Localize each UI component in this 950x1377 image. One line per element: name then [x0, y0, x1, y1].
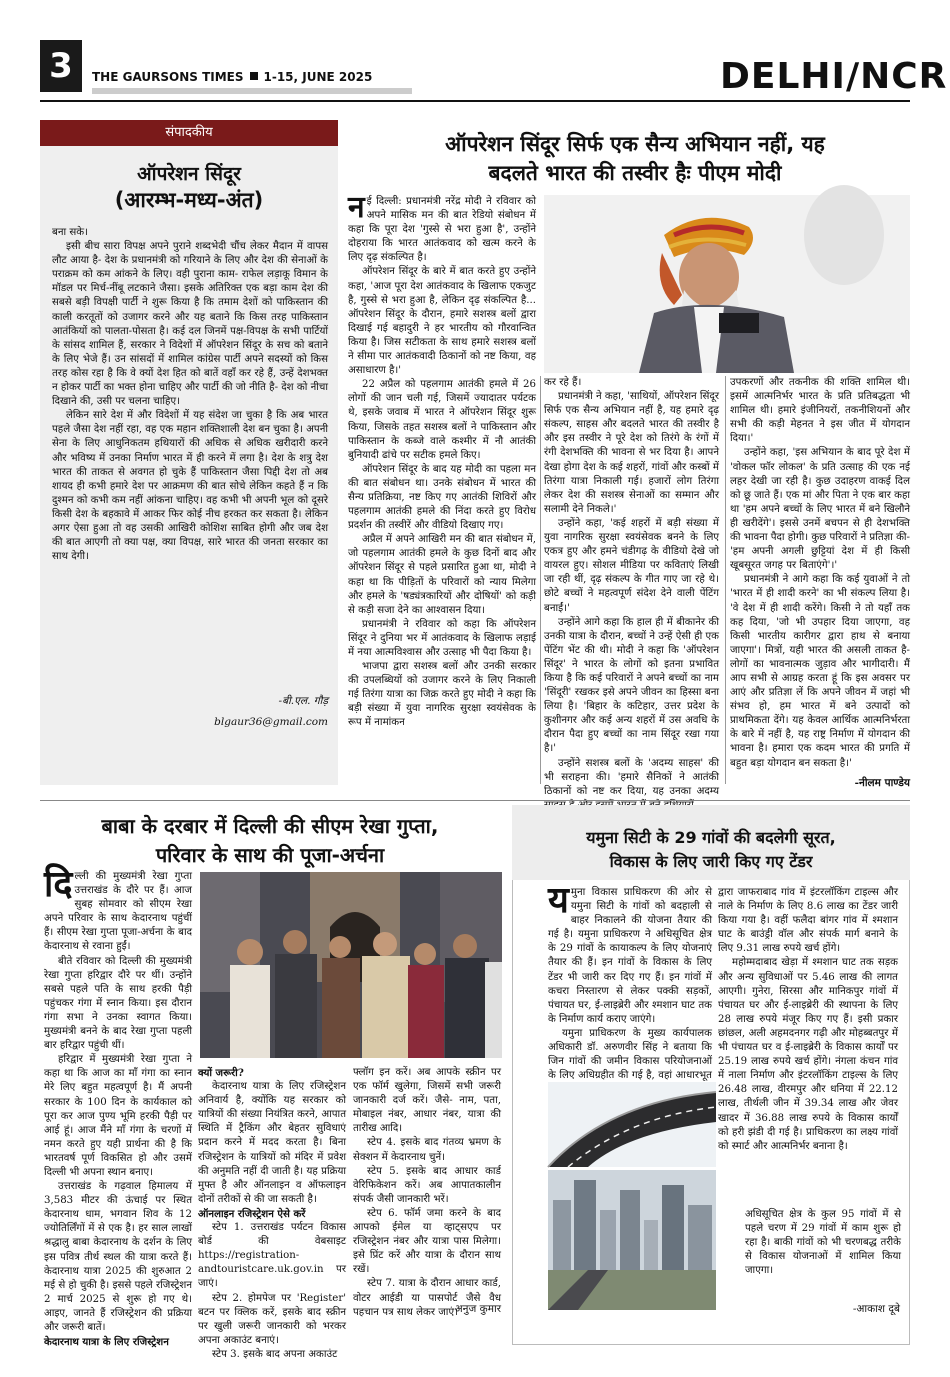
editorial-email: blgaur36@gmail.com: [214, 716, 328, 728]
main-column-3: [730, 376, 910, 772]
yamuna-headline-line1: यमुना सिटी के 29 गांवों की बदलेगी सूरत,: [586, 828, 836, 847]
page-number: 3: [40, 40, 82, 92]
section-title: DELHI/NCR: [720, 56, 948, 97]
baba-paragraph: स्टेप 4. इसके बाद गंतव्य भ्रमण के सेक्शन में केदारनाथ चुनें।: [353, 1137, 501, 1163]
baba-paragraph: उत्तराखंड के गढ़वाल हिमालय में 3,583 मीटर की ऊंचाई पर स्थित केदारनाथ धाम, भगवान शिव के 12 ज्योतिर्लिंगों में से एक है। हर साल लाखों श्रद्धालु बाबा केदारनाथ के दर्शन के लिए इस पवित्र तीर्थ स्थल की यात्रा करते हैं। केदारनाथ यात्रा 2025 की शुरुआत 2 मई से हो चुकी है। इससे पहले रजिस्ट्रेशन 2 मार्च 2025 से शुरू हो गए थे। आइए, जानते हैं रजिस्ट्रेशन की प्रक्रिया और जरूरी बातें।: [44, 1181, 192, 1333]
editorial-subtitle: (आरम्भ-मध्य-अंत): [114, 188, 264, 212]
highway-photo: [548, 1082, 716, 1167]
main-paragraph: अप्रैल में अपने आखिरी मन की बात संबोधन में, जो पहलगाम आतंकी हमले के कुछ दिनों बाद और ऑपरेशन सिंदूर से पहले प्रसारित हुआ था, मोदी ने कहा था कि पीड़ितों के परिवारों को न्याय मिलेगा और हमले के 'षड्यंत्रकारियों और दोषियों' को कड़ी से कड़ी सजा देने का आश्वासन दिया।: [348, 534, 536, 616]
temple-group-photo: [200, 872, 502, 1058]
main-paragraph: उन्होंने कहा, 'इस अभियान के बाद पूरे देश में 'वोकल फॉर लोकल' के प्रति उत्साह की एक नई लहर देखी जा रही है। कुछ उदाहरण वाकई दिल को छू जाते हैं। एक मां और पिता ने एक बार कहा था 'हम अपने बच्चों के लिए भारत में बने खिलौने ही खरीदेंगे'। इससे उनमें बचपन से ही देशभक्ति की भावना पैदा होगी। कुछ परिवारों ने प्रतिज्ञा की- 'हम अपनी अगली छुट्टियां देश में ही किसी खूबसूरत जगह पर बिताएंगे'।': [730, 447, 910, 572]
editorial-paragraph: बना सके।: [52, 227, 88, 238]
drop-cap: न: [348, 190, 365, 225]
baba-paragraph: बीते रविवार को दिल्ली की मुख्यमंत्री रेखा गुप्ता हरिद्वार दौरे पर थीं। उन्होंने सबसे पहले पति के साथ हरकी पैड़ी पहुंचकर गंगा में स्नान किया। इस दौरान गंगा सभा ने उनका स्वागत किया। मुख्यमंत्री बनने के बाद रेखा गुप्ता पहली बार हरिद्वार पहुंची थीं।: [44, 955, 192, 1052]
editorial-paragraph: लेकिन सारे देश में और विदेशों में यह संदेश जा चुका है कि अब भारत पहले जैसा देश नहीं रहा, वह एक महान शक्तिशाली देश बन चुका है। अपनी सेना के लिए आधुनिकतम हथियारों की अधिक से अधिक खरीदारी करने और भविष्य में उनका निर्माण भारत में ही करने में लगा है। देश के शत्रु देश भारत की ताकत से अवगत हो चुके हैं पाकिस्तान जैसा पिद्दी देश तो अब शायद ही कभी हमारे देश पर आक्रमण की बात सोचे लेकिन कहते हैं न कि दुश्मन को कभी कम नहीं आंकना चाहिए। वह कभी भी अपनी भूल को दूसरे किसी देश के बहकावे में आकर फिर कोई नीच हरकत कर सकता है। लेकिन अगर ऐसा हुआ तो वह उसकी आखिरी कोशिश साबित होगी और जब देश की बात आएगी तो क्या पक्ष, क्या विपक्ष, सारे भारत की जनता सरकार का साथ देगी।: [52, 410, 328, 563]
city-photo: [548, 1170, 716, 1310]
pm-photo-art: [544, 195, 910, 373]
baba-paragraph: स्टेप 6. फॉर्म जमा करने के बाद आपको ईमेल या व्हाट्सएप पर रजिस्ट्रेशन नंबर और यात्रा पास मिलेगा। इसे प्रिंट करें और यात्रा के दौरान साथ रखें।: [353, 1207, 501, 1276]
masthead-strip: [92, 70, 372, 84]
yamuna-paragraph: यमुना प्राधिकरण के मुख्य कार्यपालक अधिकारी डॉ. अरुणवीर सिंह ने बताया कि जिन गांवों की जमीन विकास परियोजनाओं के लिए अधिग्रहीत की गई है, वहां आधारभूत: [548, 1027, 712, 1082]
main-paragraph: प्रधानमंत्री ने कहा, 'साथियों, ऑपरेशन सिंदूर सिर्फ एक सैन्य अभियान नहीं है, यह हमारे दृढ़ संकल्प, साहस और बदलते भारत की तस्वीर है और इस तस्वीर ने पूरे देश को तिरंगे के रंगों में रंगी देशभक्ति की भावना से भर दिया है। आपने देखा होगा देश के कई शहरों, गांवों और कस्बों में तिरंगा यात्रा निकाली गई। हजारों लोग तिरंगा लेकर देश की सशस्त्र सेनाओं का सम्मान और सलामी देने निकले।': [544, 391, 719, 515]
main-paragraph: प्रधानमंत्री ने आगे कहा कि कई युवाओं ने तो 'भारत में ही शादी करने' का भी संकल्प लिया है। 'वे देश में ही शादी करेंगे। किसी ने तो यहाँ तक कह दिया, 'जो भी उपहार दिया जाएगा, वह किसी भारतीय कारीगर द्वारा हाथ से बनाया जाएगा'। मित्रों, यही भारत की असली ताकत है- लोगों का भावनात्मक जुड़ाव और भागीदारी। मैं आप सभी से आग्रह करता हूं कि इस अवसर पर आएं और प्रतिज्ञा लें कि अपने जीवन में जहां भी संभव हो, हम भारत में बने उत्पादों को प्राथमिकता देंगे। यह केवल आर्थिक आत्मनिर्भरता के बारे में नहीं है, यह राष्ट्र निर्माण में योगदान की भावना है। हमारा एक कदम भारत की प्रगति में बहुत बड़ा योगदान बन सकता है।': [730, 574, 910, 769]
baba-author: -अनुज कुमार: [451, 1303, 501, 1315]
baba-headline-line1: बाबा के दरबार में दिल्ली की सीएम रेखा गुप्ता,: [101, 814, 439, 838]
column-divider: [540, 376, 541, 784]
yamuna-column-1: [548, 880, 712, 1082]
yamuna-headline: [520, 826, 902, 874]
baba-headline-line2: परिवार के साथ की पूजा-अर्चना: [155, 843, 385, 867]
section-rule: [40, 800, 910, 801]
main-lead-paragraph: नई दिल्ली: प्रधानमंत्री नरेंद्र मोदी ने रविवार को अपने मासिक मन की बात रेडियो संबोधन में कहा कि पूरा देश 'गुस्से से भरा हुआ है', उन्होंने दोहराया कि भारत आतंकवाद को खत्म करने के लिए दृढ़ संकल्पित है।: [348, 190, 536, 264]
yamuna-side-text: [745, 1208, 901, 1304]
yamuna-lead-paragraph: यमुना विकास प्राधिकरण की ओर से यमुना सिटी के गांवों को बदहाली से बाहर निकालने की योजना तैयार की गई है। यमुना प्राधिकरण ने अधिसूचित क्षेत्र के 29 गांवों के कायाकल्प के लिए योजनाएं तैयार की हैं। इन गांवों के विकास के लिए टेंडर भी जारी कर दिए गए हैं। इन गांवों में कचरा निस्तारण से लेकर पक्की सड़कों, पंचायत घर, ई-लाइब्रेरी और श्मशान घाट तक के निर्माण कार्य कराए जाएंगे।: [548, 880, 712, 1025]
baba-paragraph: स्टेप 1. उत्तराखंड पर्यटन विकास बोर्ड की वेबसाइट https://registration-andtouristcare.uk.gov.in पर जाएं।: [198, 1222, 346, 1290]
baba-paragraph: स्टेप 2. होमपेज पर 'Register' बटन पर क्लिक करें, इसके बाद स्क्रीन पर खुली जरूरी जानकारी को भरकर अपना अकाउंट बनाएं।: [198, 1292, 346, 1346]
baba-paragraph: स्टेप 5. इसके बाद आधार कार्ड वेरिफिकेशन करें। अब आपातकालीन संपर्क जैसी जानकारी भरें।: [353, 1165, 501, 1205]
header-rule: [40, 100, 910, 102]
main-paragraph: उन्होंने सशस्त्र बलों के 'अदम्य साहस' की भी सराहना की। 'हमारे सैनिकों ने आतंकी ठिकानों को नष्ट कर दिया, यह उनका अदम्य: [544, 757, 719, 797]
baba-column-1: [44, 864, 192, 1349]
baba-subheading: ऑनलाइन रजिस्ट्रेशन ऐसे करें: [198, 1207, 306, 1220]
main-paragraph: कर रहे हैं।: [544, 377, 582, 388]
main-column-1: [348, 190, 536, 773]
main-paragraph: 22 अप्रैल को पहलगाम आतंकी हमले में 26 लोगों की जान चली गई, जिसमें ज्यादातर पर्यटक थे, इसके जवाब में भारत ने ऑपरेशन सिंदूर शुरू किया, जिसके तहत सशस्त्र बलों ने पाकिस्तान और पाकिस्तान के कब्जे वाले कश्मीर में नौ आतंकी बुनियादी ढांचे पर सटीक हमले किए।: [348, 379, 536, 461]
main-paragraph: उन्होंने कहा, 'कई शहरों में बड़ी संख्या में युवा नागरिक सुरक्षा स्वयंसेवक बनने के लिए एकत्र हुए और हमने चंडीगढ़ के वीडियो देखे जो वायरल हुए। सोशल मीडिया पर कविताएं लिखी जा रही थीं, दृढ़ संकल्प के गीत गाए जा रहे थे। छोटे बच्चों ने महत्वपूर्ण संदेश देने वाली पेंटिंग बनाईं।': [544, 517, 719, 614]
main-headline-line1: ऑपरेशन सिंदूर सिर्फ एक सैन्य अभियान नहीं, यह: [445, 132, 825, 156]
drop-cap: य: [548, 880, 569, 921]
baba-subheading: क्यों जरूरी?: [198, 1067, 244, 1079]
main-paragraph: ऑपरेशन सिंदूर के बाद यह मोदी का पहला मन की बात संबोधन था। उनके संबोधन में भारत की सैन्य प्रतिक्रिया, नष्ट किए गए आतंकी शिविरों और पहलगाम आतंकी हमले की निंदा करते हुए विरोध प्रदर्शन की तस्वीरें और वीडियो दिखाए गए।: [348, 463, 536, 532]
highway-photo-art: [548, 1082, 716, 1167]
baba-headline: [40, 812, 500, 870]
main-author: -नीलम पाण्डेय: [854, 777, 910, 789]
pm-photo: [544, 195, 910, 373]
main-headline-line2: बदलते भारत की तस्वीर हैः पीएम मोदी: [488, 161, 782, 185]
editorial-author: -बी.एल. गौड़: [278, 695, 328, 707]
column-divider: [725, 376, 726, 784]
baba-lead-paragraph: दिल्ली की मुख्यमंत्री रेखा गुप्ता उत्तराखंड के दौरे पर हैं। आज सुबह सोमवार को सीएम रेखा अपने परिवार के साथ केदारनाथ पहुंचीं हैं। सीएम रेखा गुप्ता पूजा-अर्चना के बाद केदारनाथ से रवाना हुईं।: [44, 864, 192, 953]
yamuna-paragraph: अधिसूचित क्षेत्र के कुल 95 गांवों में से पहले चरण में 29 गांवों में काम शुरू हो रहा है। बाकी गांवों को भी चरणबद्ध तरीके से विकास योजनाओं में शामिल किया जाएगा।: [745, 1209, 901, 1277]
yamuna-author: -आकाश दूबे: [852, 1303, 900, 1315]
baba-paragraph: स्टेप 7. यात्रा के दौरान आधार कार्ड, वोटर आईडी या पासपोर्ट जैसे वैध पहचान पत्र साथ लेकर जाएं।: [353, 1278, 501, 1318]
editorial-title: ऑपरेशन सिंदूर: [137, 163, 241, 185]
main-paragraph: ऑपरेशन सिंदूर के बारे में बात करते हुए उन्होंने कहा, 'आज पूरा देश आतंकवाद के खिलाफ एकजुट है, गुस्से से भरा हुआ है, लेकिन दृढ़ संकल्पित है... ऑपरेशन सिंदूर के दौरान, हमारे सशस्त्र बलों द्वारा दिखाई गई बहादुरी ने हर भारतीय को गौरवान्वित किया है। जिस सटीकता के साथ हमारे सशस्त्र बलों ने सीमा पार आतंकवादी ठिकानों को नष्ट किया, वह असाधारण है।': [348, 266, 536, 377]
baba-paragraph: हरिद्वार में मुख्यमंत्री रेखा गुप्ता ने कहा था कि आज का माँ गंगा का स्नान मेरे लिए बहुत महत्वपूर्ण है। मैं अपनी सरकार के 100 दिन के कार्यकाल को पूरा कर आज पुण्य भूमि हरकी पैड़ी पर आई हूं। आज मैंने माँ गंगा के चरणों में नमन करते हुए यही प्रार्थना की है कि भारतवर्ष पूर्ण विकसित हो और उसमें दिल्ली भी अपना स्थान बनाए।: [44, 1054, 192, 1178]
baba-paragraph: स्टेप 3. इसके बाद अपना अकाउंट: [212, 1348, 338, 1360]
baba-subheading: केदारनाथ यात्रा के लिए रजिस्ट्रेशन: [44, 1336, 169, 1349]
main-paragraph: भाजपा द्वारा सशस्त्र बलों और उनकी सरकार की उपलब्धियों को उजागर करने के लिए निकाली गई तिरंगा यात्रा का जिक्र करते हुए मोदी ने कहा कि बड़ी संख्या में युवा नागरिक सुरक्षा स्वयंसेवक के रूप में नामांकन: [348, 661, 536, 729]
main-paragraph: उपकरणों और तकनीक की शक्ति शामिल थी। इसमें आत्मनिर्भर भारत के प्रति प्रतिबद्धता भी शामिल थी। हमारे इंजीनियरों, तकनीशियनों और सभी की कड़ी मेहनत ने इस जीत में योगदान दिया।': [730, 377, 910, 445]
yamuna-paragraph: महोम्मदाबाद खेड़ा में श्मशान घाट तक सड़क और अन्य सुविधाओं पर 5.46 लाख की लागत आएगी। गुनेरा, सिरसा और मानिकपुर गांवों में पंचायत घर और ई-लाइब्रेरी की स्थापना के लिए 28 लाख रुपये मंजूर किए गए हैं। इसी प्रकार छांछल, अली अहमदनगर गढ़ी और मोहब्बतपुर में भी पंचायत घर व ई-लाइब्रेरी के विकास कार्यों पर 25.19 लाख रुपये खर्च होंगे। नंगला कंचन गांव में नाला निर्माण और इंटरलॉकिंग टाइल्स के लिए 26.48 लाख, वीरमपुर और धनिया में 22.12 लाख, तीर्थली जीन में 39.34 लाख और जेवर खादर में 36.88 लाख रुपये के विकास कार्यों को हरी झंडी दी गई है। प्राधिकरण का लक्ष्य गांवों को स्मार्ट और आत्मनिर्भर बनाना है।: [718, 957, 898, 1152]
yamuna-paragraph: द्वारा जाफराबाद गांव में इंटरलॉकिंग टाइल्स और नाले के निर्माण के लिए 8.6 लाख का टेंडर जारी किया गया है। वहीं फलैदा बांगर गांव में श्मशान घाट के बाउंड्री वॉल और संपर्क मार्ग बनाने के लिए 9.31 लाख रुपये खर्च होंगे।: [718, 887, 898, 955]
editorial-paragraph: इसी बीच सारा विपक्ष अपने पुराने शब्दभेदी चौंच लेकर मैदान में वापस लौट आया है- देश के प्रधानमंत्री को गरियाने के लिए और देश की सेनाओं के पराक्रम को कम आंकने के लिए। वही पुराना काम- राफेल लड़ाकू विमान के मॉडल पर मिर्च-नींबू लटकाने जैसा। इसके अतिरिक्त एक बड़ा काम देश की सबसे बड़ी विपक्षी पार्टी ने शुरू किया है कि तमाम देशों को पाकिस्तान की काली करतूतों को उजागर करने और यह बताने कि किस तरह पाकिस्तान आतंकियों को पालता-पोसता है। कई दल जिनमें पक्ष-विपक्ष के सभी पार्टियों के सांसद शामिल हैं, सरकार ने विदेशों में ऑपरेशन सिंदूर के सच को बताने के लिए भेजे हैं। उन सांसदों में शामिल कांग्रेस पार्टी अपने सदस्यों को किस तरह कोस रहा है कि वे क्यों देश हित को बातें वहाँ कर रहे हैं, उन्हें देशभक्त न होकर पार्टी का भक्त होना चाहिए और पार्टी की जो नीति है- देश को नीचा दिखाने की, उसी पर चलना चाहिए।: [52, 241, 328, 408]
paper-name: THE GAURSONS TIMES: [92, 70, 244, 84]
drop-cap: दि: [44, 864, 73, 905]
yamuna-headline-line2: विकास के लिए जारी किए गए टेंडर: [609, 852, 813, 871]
main-column-2: [544, 376, 719, 797]
header-bar: [92, 88, 412, 94]
baba-column-2: [198, 1066, 346, 1360]
editorial-body: [52, 226, 328, 662]
editorial-band: संपादकीय: [40, 120, 338, 146]
city-photo-art: [548, 1170, 716, 1310]
main-headline: [360, 130, 910, 188]
temple-photo-art: [200, 872, 502, 1058]
main-paragraph: प्रधानमंत्री ने रविवार को कहा कि ऑपरेशन सिंदूर ने दुनिया भर में आतंकवाद के खिलाफ लड़ाई में नया आत्मविश्वास और उत्साह भी पैदा किया है।: [348, 618, 536, 658]
main-paragraph: उन्होंने आगे कहा कि हाल ही में बीकानेर की उनकी यात्रा के दौरान, बच्चों ने उन्हें ऐसी ही एक पेंटिंग भेंट की थी। मोदी ने कहा कि 'ऑपरेशन सिंदूर' ने भारत के लोगों को इतना प्रभावित किया है कि कई परिवारों ने अपने बच्चों का नाम 'सिंदूरी' रखकर इसे अपने जीवन का हिस्सा बना लिया है। 'बिहार के कटिहार, उत्तर प्रदेश के कुशीनगर और कई अन्य शहरों में उस अवधि के दौरान पैदा हुए बच्चों का नाम सिंदूर रखा गया है।': [544, 616, 719, 755]
baba-paragraph: फ्लॉग इन करें। अब आपके स्क्रीन पर एक फॉर्म खुलेगा, जिसमें सभी जरूरी जानकारी दर्ज करें। जैसे- नाम, पता, मोबाइल नंबर, आधार नंबर, यात्रा की तारीख आदि।: [353, 1067, 501, 1135]
issue-date: 1-15, JUNE 2025: [263, 70, 373, 84]
baba-paragraph: केदारनाथ यात्रा के लिए रजिस्ट्रेशन अनिवार्य है, क्योंकि यह सरकार को यात्रियों की संख्या नियंत्रित करने, आपात स्थिति में ट्रैकिंग और बेहतर सुविधाएं प्रदान करने में मदद करता है। बिना रजिस्ट्रेशन के यात्रियों को मंदिर में प्रवेश की अनुमति नहीं दी जाती है। यह प्रक्रिया मुफ्त है और ऑनलाइन व ऑफलाइन दोनों तरीकों से की जा सकती है।: [198, 1081, 346, 1205]
square-bullet-icon: [250, 72, 258, 80]
